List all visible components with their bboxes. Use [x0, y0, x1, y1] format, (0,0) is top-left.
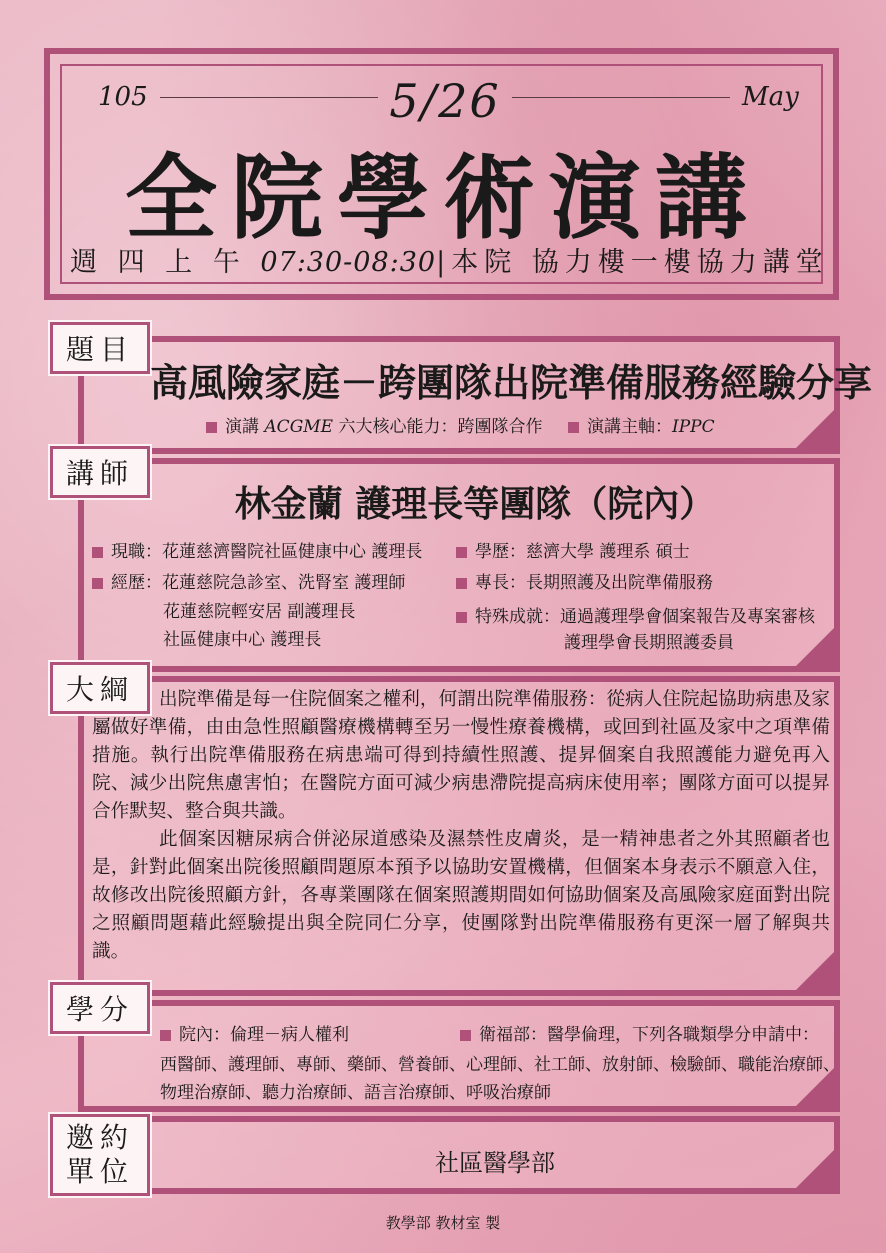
credits-internal: 院內：倫理－病人權利	[160, 1020, 349, 1045]
schedule-line	[70, 240, 829, 279]
header-divider-left	[160, 97, 378, 98]
topic-corner-cut	[790, 404, 840, 454]
speaker-experience: 經歷：花蓮慈院急診室、洗腎室 護理師	[92, 568, 405, 593]
schedule-separator: |	[436, 247, 452, 278]
outline-paragraph: 出院準備是每一住院個案之權利，何謂出院準備服務：從病人住院起協助病患及家屬做好準備，由由急性照顧醫療機構轉至另一慢性療養機構，或回到社區及家中之項準備措施。執行出院準備服務在病患端可得到持續性照護、提昇個案自我照護能力避免再入院、減少出院焦慮害怕；在醫院方面可減少病患滯院提高病床使用率；團隊方面可以提昇合作默契、整合與共識。	[92, 689, 830, 822]
header-divider-right	[512, 97, 730, 98]
inviter-label: 邀約 單位	[50, 1114, 150, 1196]
bullet-square-icon	[568, 422, 579, 433]
credits-professions-line-1: 西醫師、護理師、專師、藥師、營養師、心理師、社工師、放射師、檢驗師、職能治療師、	[160, 1055, 840, 1075]
outline-label: 大綱	[50, 662, 150, 714]
bullet-square-icon	[92, 578, 103, 589]
topic-label: 題目	[50, 322, 150, 374]
event-date: 5/26	[389, 74, 501, 128]
bullet-square-icon	[456, 547, 467, 558]
year-number: 105	[98, 82, 148, 112]
speaker-name: 林金蘭 護理長等團隊（院內）	[234, 483, 716, 525]
outline-body	[92, 686, 830, 966]
topic-axis: 演講主軸：IPPC	[568, 412, 715, 437]
speaker-achievement: 特殊成就：通過護理學會個案報告及專案審核	[456, 602, 815, 627]
event-venue: 本院 協力樓一樓協力講堂	[451, 247, 829, 278]
credits-professions-line-2: 物理治療師、聽力治療師、語言治療師、呼吸治療師	[160, 1083, 551, 1103]
speaker-achievement-line-2: 護理學會長期照護委員	[564, 633, 734, 653]
event-time: 07:30-08:30	[260, 247, 437, 278]
speaker-label: 講師	[50, 446, 150, 498]
speaker-corner-cut	[790, 622, 840, 672]
credits-moh: 衛福部：醫學倫理，下列各職類學分申請中：	[460, 1020, 819, 1045]
bullet-square-icon	[206, 422, 217, 433]
speaker-specialty: 專長：長期照護及出院準備服務	[456, 568, 713, 593]
day-time-prefix: 週 四 上 午	[70, 247, 246, 278]
bullet-square-icon	[460, 1030, 471, 1041]
speaker-position: 現職：花蓮慈濟醫院社區健康中心 護理長	[92, 537, 422, 562]
speaker-experience-line-3: 社區健康中心 護理長	[163, 630, 322, 650]
bullet-square-icon	[456, 578, 467, 589]
outline-paragraph: 此個案因糖尿病合併泌尿道感染及濕禁性皮膚炎，是一精神患者之外其照顧者也是，針對此個案出院後照顧問題原本預予以協助安置機構，但個案本身表示不願意入住，故修改出院後照顧方針，各專業團隊在個案照護期間如何協助個案及高風險家庭面對出院之照顧問題藉此經驗提出與全院同仁分享，使團隊對出院準備服務有更深一層了解與共識。	[92, 829, 830, 962]
footer-credit: 教學部 教材室 製	[385, 1214, 501, 1232]
speaker-education: 學歷：慈濟大學 護理系 碩士	[456, 537, 690, 562]
topic-core-competency: 演講 ACGME 六大核心能力：跨團隊合作	[206, 412, 543, 437]
bullet-square-icon	[456, 612, 467, 623]
bullet-square-icon	[92, 547, 103, 558]
topic-title: 高風險家庭－跨團隊出院準備服務經驗分享	[150, 360, 873, 405]
speaker-experience-line-2: 花蓮慈院輕安居 副護理長	[163, 602, 356, 622]
page-title: 全院學術演講	[124, 144, 761, 252]
credits-label: 學分	[50, 982, 150, 1034]
inviter-unit: 社區醫學部	[435, 1149, 555, 1177]
bullet-square-icon	[160, 1030, 171, 1041]
month-name: May	[742, 82, 799, 112]
